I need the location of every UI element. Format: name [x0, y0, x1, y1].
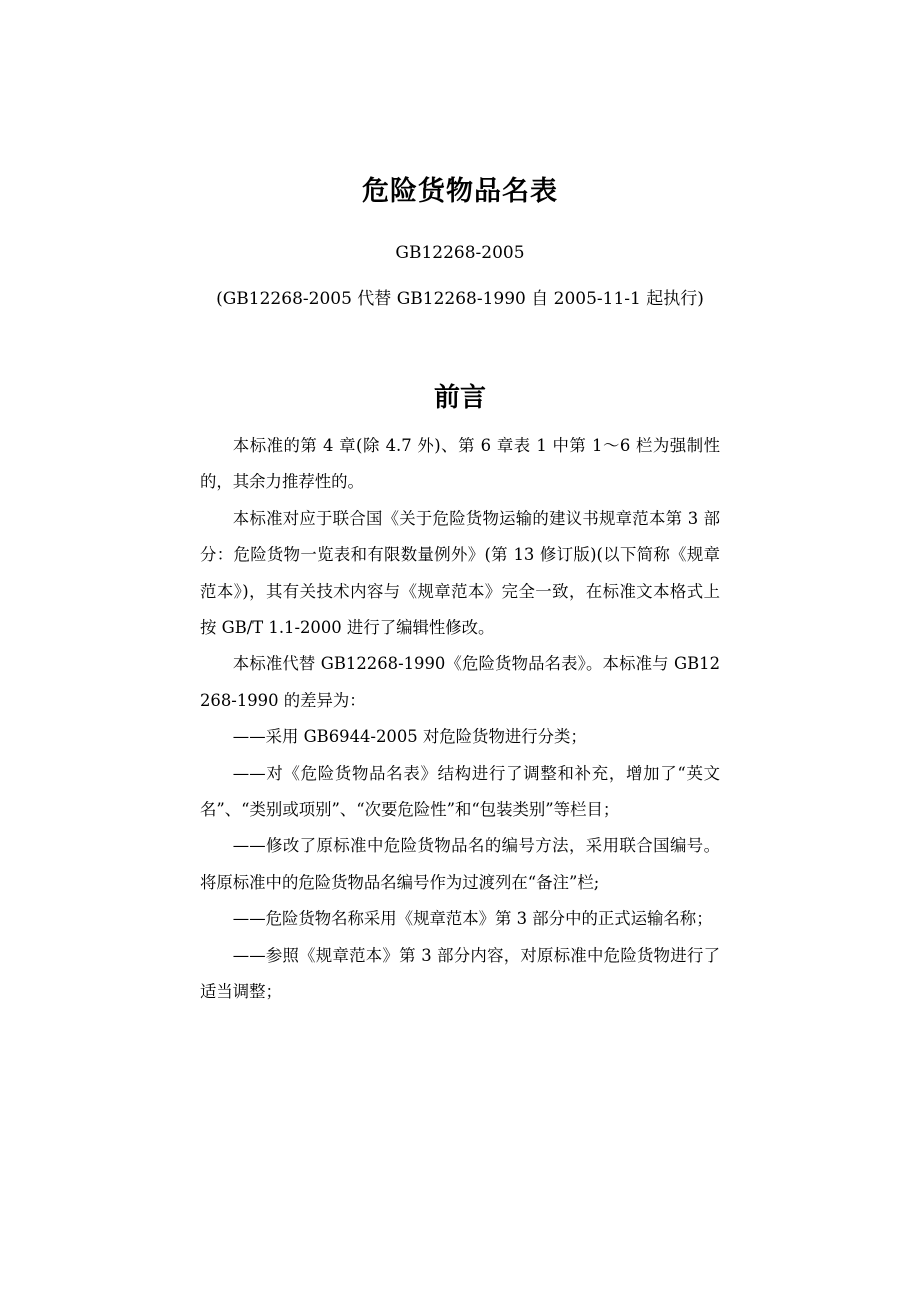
- list-item-numbering: ——修改了原标准中危险货物品名的编号方法，采用联合国编号。将原标准中的危险货物品名编号作为过渡列在“备注”栏;: [200, 836, 720, 892]
- paragraph-un-correspondence: 本标准对应于联合国《关于危险货物运输的建议书规章范本第 3 部分：危险货物一览表和有限数量例外》(第 13 修订版)(以下简称《规章范本》)，其有关技术内容与《规章范本》完全一致，在标准文本格式上按 GB/T 1.1-2000 进行了编辑性修改。: [200, 508, 720, 638]
- document-title: 危险货物品名表: [362, 176, 558, 207]
- foreword-body: [200, 428, 720, 1011]
- list-item-classification: ——采用 GB6944-2005 对危险货物进行分类；: [232, 727, 587, 747]
- standard-number: GB12268-2005: [395, 243, 525, 263]
- section-title-foreword: 前言: [433, 383, 486, 413]
- replacement-note: (GB12268-2005 代替 GB12268-1990 自 2005-11-1 起执行): [216, 289, 704, 309]
- list-item-structure: ——对《危险货物品名表》结构进行了调整和补充，增加了“英文名”、“类别或项别”、“次要危险性”和“包装类别”等栏目；: [200, 763, 720, 820]
- paragraph-replaces: 本标准代替 GB12268-1990《危险货物品名表》。本标准与 GB12268-1990 的差异为：: [200, 654, 720, 710]
- paragraph-mandatory-scope: 本标准的第 4 章(除 4.7 外)、第 6 章表 1 中第 1～6 栏为强制性的，其余力推荐性的。: [200, 436, 720, 492]
- list-item-names: ——危险货物名称采用《规章范本》第 3 部分中的正式运输名称；: [232, 909, 713, 929]
- list-item-adjustment: ——参照《规章范本》第 3 部分内容，对原标准中危险货物进行了适当调整；: [200, 945, 720, 1002]
